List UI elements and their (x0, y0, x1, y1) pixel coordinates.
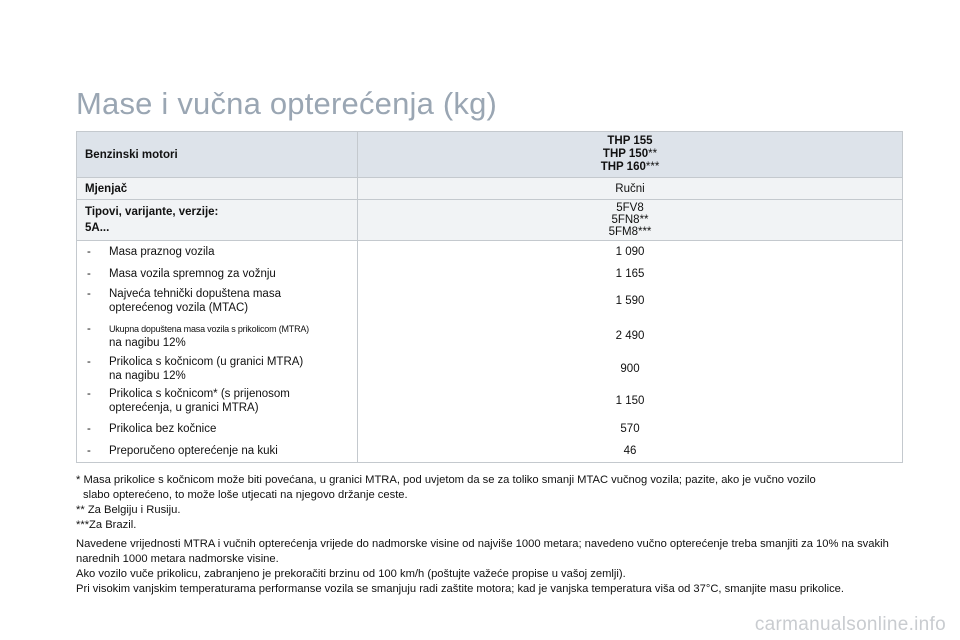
row-dash: - (87, 444, 91, 457)
footnote-line: ***Za Brazil. (76, 519, 137, 531)
gearbox-row (77, 178, 903, 200)
row-label: Masa vozila spremnog za vožnju (109, 267, 276, 280)
engine-name: THP 155 (607, 135, 653, 147)
engine-values (358, 132, 903, 178)
row-label: Prikolica s kočnicom (u granici MTRA) (109, 355, 304, 368)
row-label: Prikolica s kočnicom* (s prijenosom (109, 388, 290, 400)
row-label: Najveća tehnički dopuštena masa (109, 288, 281, 300)
row-value: 1 090 (358, 241, 903, 264)
row-dash: - (87, 388, 91, 400)
engine-row (77, 132, 903, 178)
types-values (358, 200, 903, 241)
type-code: 5FV8 (616, 202, 644, 214)
table-row (77, 264, 903, 284)
row-dash: - (87, 422, 91, 435)
row-dash: - (87, 355, 91, 368)
row-label: Ukupna dopuštena masa vozila s prikolicom (MTRA) (109, 323, 309, 334)
page-title: Mase i vučna opterećenja (kg) (76, 86, 498, 121)
table-row (77, 418, 903, 440)
row-value: 1 150 (358, 385, 903, 418)
row-dash: - (87, 246, 91, 259)
types-label-line: Tipovi, varijante, verzije: (85, 206, 219, 218)
table-row (77, 353, 903, 385)
row-label: Prikolica bez kočnice (109, 422, 217, 435)
footnote-line: slabo opterećeno, to može loše utjecati na njegovo držanje ceste. (83, 489, 408, 501)
row-label: Preporučeno opterećenje na kuki (109, 444, 278, 457)
notes-paragraph: Ako vozilo vuče prikolicu, zabranjeno je prekoračiti brzinu od 100 km/h (poštujte važeće propise u vašoj zemlji). (76, 568, 626, 580)
watermark: carmanualsonline.info (754, 614, 946, 635)
table-row (77, 385, 903, 418)
row-label-cont: na nagibu 12% (109, 336, 186, 349)
footnote-line: * Masa prikolice s kočnicom može biti povećana, u granici MTRA, pod uvjetom da se za toliko smanji MTAC vučnog vozila; pazite, ako je vučno vozilo (76, 474, 816, 486)
types-label-line: 5A... (85, 222, 110, 234)
table-row (77, 319, 903, 353)
notes-paragraph: Navedene vrijednosti MTRA i vučnih opterećenja vrijede do nadmorske visine od najviše 1000 metara; navedeno vučno opterećenje treba smanjiti za 10% na svakih narednih 1000 metara nadmorske visine. (76, 538, 889, 565)
row-dash: - (87, 267, 91, 280)
footnote-line: ** Za Belgiju i Rusiju. (76, 504, 181, 516)
engine-value (358, 161, 902, 174)
row-value: 1 165 (358, 264, 903, 284)
engine-mark: *** (645, 161, 660, 173)
row-value: 570 (358, 418, 903, 440)
notes-section (76, 473, 906, 597)
row-label-cont: opterećenja, u granici MTRA) (109, 402, 259, 414)
row-value: 46 (358, 440, 903, 463)
table-row (77, 241, 903, 264)
gearbox-label: Mjenjač (77, 178, 358, 200)
engine-label: Benzinski motori (77, 132, 358, 178)
mass-table (76, 131, 903, 463)
row-label: Masa praznog vozila (109, 246, 215, 259)
row-label-cont: opterećenog vozila (MTAC) (109, 302, 249, 314)
row-dash: - (87, 288, 91, 300)
engine-mark: ** (648, 148, 658, 160)
notes-paragraph: Pri visokim vanjskim temperaturama performanse vozila se smanjuju radi zaštite motora; kad je vanjska temperatura viša od 37°C, smanjite masu prikolice. (76, 583, 845, 595)
types-label (77, 200, 358, 241)
types-row (77, 200, 903, 241)
table-row (77, 284, 903, 319)
row-dash: - (87, 322, 91, 335)
engine-name: THP 160 (600, 161, 646, 173)
engine-value (358, 135, 902, 148)
type-code: 5FN8** (611, 214, 649, 226)
gearbox-value: Ručni (358, 178, 903, 200)
table-row (77, 440, 903, 463)
engine-name: THP 150 (602, 148, 649, 160)
row-value: 900 (358, 353, 903, 385)
engine-value (358, 148, 902, 161)
row-value: 1 590 (358, 284, 903, 319)
row-value: 2 490 (358, 319, 903, 353)
type-code: 5FM8*** (608, 226, 652, 238)
row-label-cont: na nagibu 12% (109, 369, 186, 382)
